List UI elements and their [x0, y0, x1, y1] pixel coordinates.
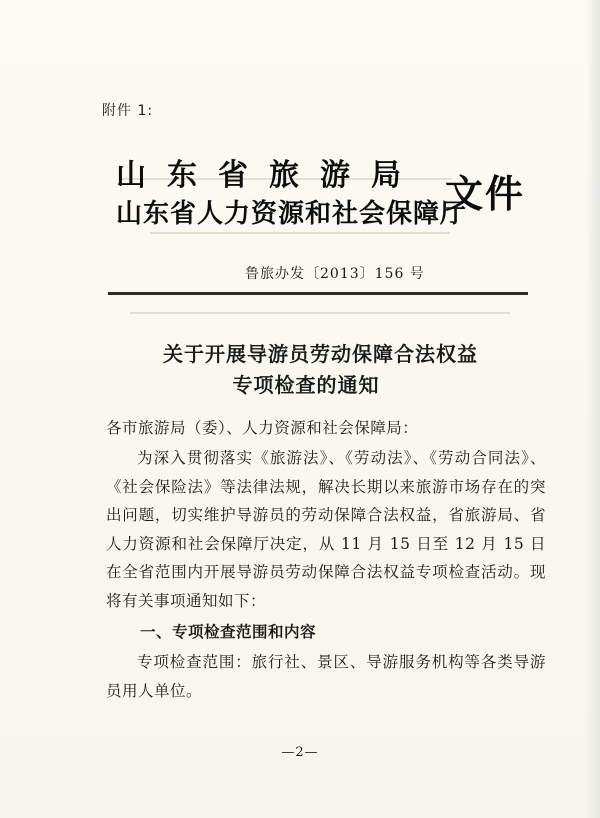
salutation: 各市旅游局（委）、人力资源和社会保障局： — [106, 419, 419, 437]
header-divider — [108, 292, 528, 295]
issuer-tourism-bureau: 山东省旅游局 — [116, 158, 422, 193]
issuer-hr-department: 山东省人力资源和社会保障厅 — [116, 199, 468, 229]
notice-title-line2: 专项检查的通知 — [232, 373, 380, 397]
attachment-label: 附件 1: — [102, 103, 154, 119]
scope-paragraph: 专项检查范围：旅行社、景区、导游服务机构等各类导游员用人单位。 — [106, 653, 546, 700]
section-heading: 一、专项检查范围和内容 — [140, 623, 317, 641]
bleed-through-line — [130, 312, 510, 314]
notice-title-line1: 关于开展导游员劳动保障合法权益 — [163, 342, 478, 366]
document-number: 鲁旅办发〔2013〕156 号 — [245, 266, 425, 282]
page-number: —2— — [281, 745, 319, 760]
scan-edge-shadow — [586, 0, 600, 818]
bleed-through-line — [150, 232, 450, 234]
document-word: 文件 — [445, 171, 526, 216]
body-paragraph: 为深入贯彻落实《旅游法》、《劳动法》、《劳动合同法》、《社会保险法》等法律法规，解决长期以来旅游市场存在的突出问题，切实维护导游员的劳动保障合法权益，省旅游局、省人力资源和社会保障厅决定，从 11 月 15 日至 12 月 15 日在全省范围内开展导游员劳动保障合法权益专项检查活动。现将有关事项通知如下： — [106, 449, 546, 610]
